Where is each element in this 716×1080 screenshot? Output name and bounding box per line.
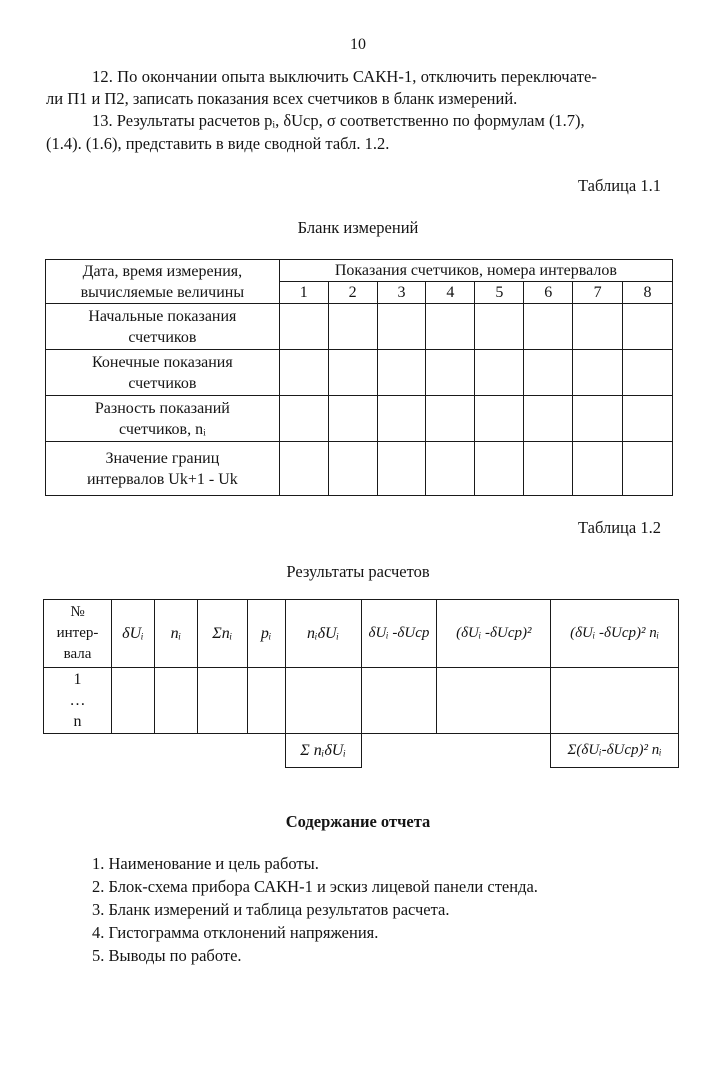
table2-cell: [197, 668, 247, 734]
index-value: n: [73, 713, 82, 730]
table1-cell: [524, 396, 573, 442]
table2-cell: [111, 668, 154, 734]
report-item: 3. Бланк измерений и таблица результатов расчета.: [92, 900, 450, 919]
paragraph-13-line2: (1.4). (1.6), представить в виде сводной табл. 1.2.: [46, 134, 390, 153]
table1-cell: [426, 350, 475, 396]
table1-cell: [377, 396, 426, 442]
table2-empty: [154, 734, 197, 768]
interval-number: 3: [377, 282, 426, 304]
table2-header: nᵢ: [154, 600, 197, 668]
report-item: 1. Наименование и цель работы.: [92, 854, 319, 873]
table1-cell: [279, 350, 328, 396]
table1-cell: [573, 396, 623, 442]
table1-cell: [524, 304, 573, 350]
interval-number: 1: [279, 282, 328, 304]
table1-cell: [328, 396, 377, 442]
table1-cell: [623, 442, 673, 496]
measurement-table: [45, 259, 673, 496]
table1-cell: [426, 442, 475, 496]
table1-cell: [377, 304, 426, 350]
table1-cell: [377, 442, 426, 496]
report-list: [92, 852, 538, 967]
table2-empty: [44, 734, 112, 768]
table1-row-label: Конечные показания счетчиков: [46, 350, 280, 396]
table1-cell: [524, 350, 573, 396]
table2-cell: [551, 668, 679, 734]
table1-cell: [475, 304, 524, 350]
table1-cell: [623, 304, 673, 350]
table1-cell: [328, 442, 377, 496]
table1-row-label: Разность показаний счетчиков, nᵢ: [46, 396, 280, 442]
table2-header: № интер-вала: [44, 600, 112, 668]
interval-number: 6: [524, 282, 573, 304]
table2-header: (δUᵢ -δUср)² nᵢ: [551, 600, 679, 668]
table1-cell: [623, 350, 673, 396]
results-table: [43, 599, 679, 768]
table2-caption: Результаты расчетов: [286, 562, 430, 581]
table1-cell: [573, 442, 623, 496]
table1-cell: [623, 396, 673, 442]
table2-header: δUᵢ: [111, 600, 154, 668]
table1-cell: [328, 350, 377, 396]
page-number: 10: [350, 36, 366, 53]
table1-cell: [426, 304, 475, 350]
table1-cell: [377, 350, 426, 396]
interval-number: 8: [623, 282, 673, 304]
table1-cell: [573, 304, 623, 350]
report-item: 2. Блок-схема прибора САКН-1 и эскиз лицевой панели стенда.: [92, 877, 538, 896]
table2-cell: [247, 668, 285, 734]
table1-cell: [279, 304, 328, 350]
report-item: 5. Выводы по работе.: [92, 946, 242, 965]
table1-cell: [426, 396, 475, 442]
table1-header-left: Дата, время измерения, вычисляемые величины: [46, 260, 280, 304]
table1-row-label: Начальные показания счетчиков: [46, 304, 280, 350]
table1-cell: [328, 304, 377, 350]
paragraph-12-line2: ли П1 и П2, записать показания всех счетчиков в бланк измерений.: [46, 89, 518, 108]
table2-header: Σnᵢ: [197, 600, 247, 668]
table2-empty: [361, 734, 437, 768]
table1-cell: [524, 442, 573, 496]
table1-cell: [475, 350, 524, 396]
sum-left: Σ nᵢδUᵢ: [285, 734, 361, 768]
index-value: 1: [73, 671, 82, 688]
table2-cell: [361, 668, 437, 734]
index-value: …: [69, 692, 86, 709]
table1-header-group: Показания счетчиков, номера интервалов: [279, 260, 672, 282]
table1-caption: Бланк измерений: [297, 218, 419, 237]
table2-cell: [154, 668, 197, 734]
table2-empty: [437, 734, 551, 768]
table1-label: Таблица 1.1: [578, 176, 661, 195]
sum-right: Σ(δUᵢ-δUср)² nᵢ: [551, 734, 679, 768]
table1-row-label: Значение границ интервалов Uk+1 - Uk: [46, 442, 280, 496]
table2-cell: [285, 668, 361, 734]
table2-cell: [437, 668, 551, 734]
table2-index-cell: [44, 668, 112, 734]
paragraph-12-line1: 12. По окончании опыта выключить САКН-1, отключить переключате-: [92, 67, 598, 86]
table1-cell: [279, 442, 328, 496]
paragraph-13-line1: 13. Результаты расчетов pᵢ, δUср, σ соответственно по формулам (1.7),: [92, 111, 585, 130]
table2-header: nᵢδUᵢ: [285, 600, 361, 668]
table1-cell: [475, 442, 524, 496]
table2-empty: [197, 734, 247, 768]
table2-header: (δUᵢ -δUср)²: [437, 600, 551, 668]
interval-number: 5: [475, 282, 524, 304]
table2-header: δUᵢ -δUср: [361, 600, 437, 668]
table2-empty: [247, 734, 285, 768]
report-item: 4. Гистограмма отклонений напряжения.: [92, 923, 379, 942]
interval-number: 2: [328, 282, 377, 304]
interval-number: 4: [426, 282, 475, 304]
table1-cell: [279, 396, 328, 442]
table1-cell: [573, 350, 623, 396]
table1-cell: [475, 396, 524, 442]
table2-empty: [111, 734, 154, 768]
report-heading: Содержание отчета: [285, 812, 431, 831]
interval-number: 7: [573, 282, 623, 304]
table2-header: pᵢ: [247, 600, 285, 668]
table2-label: Таблица 1.2: [578, 518, 661, 537]
